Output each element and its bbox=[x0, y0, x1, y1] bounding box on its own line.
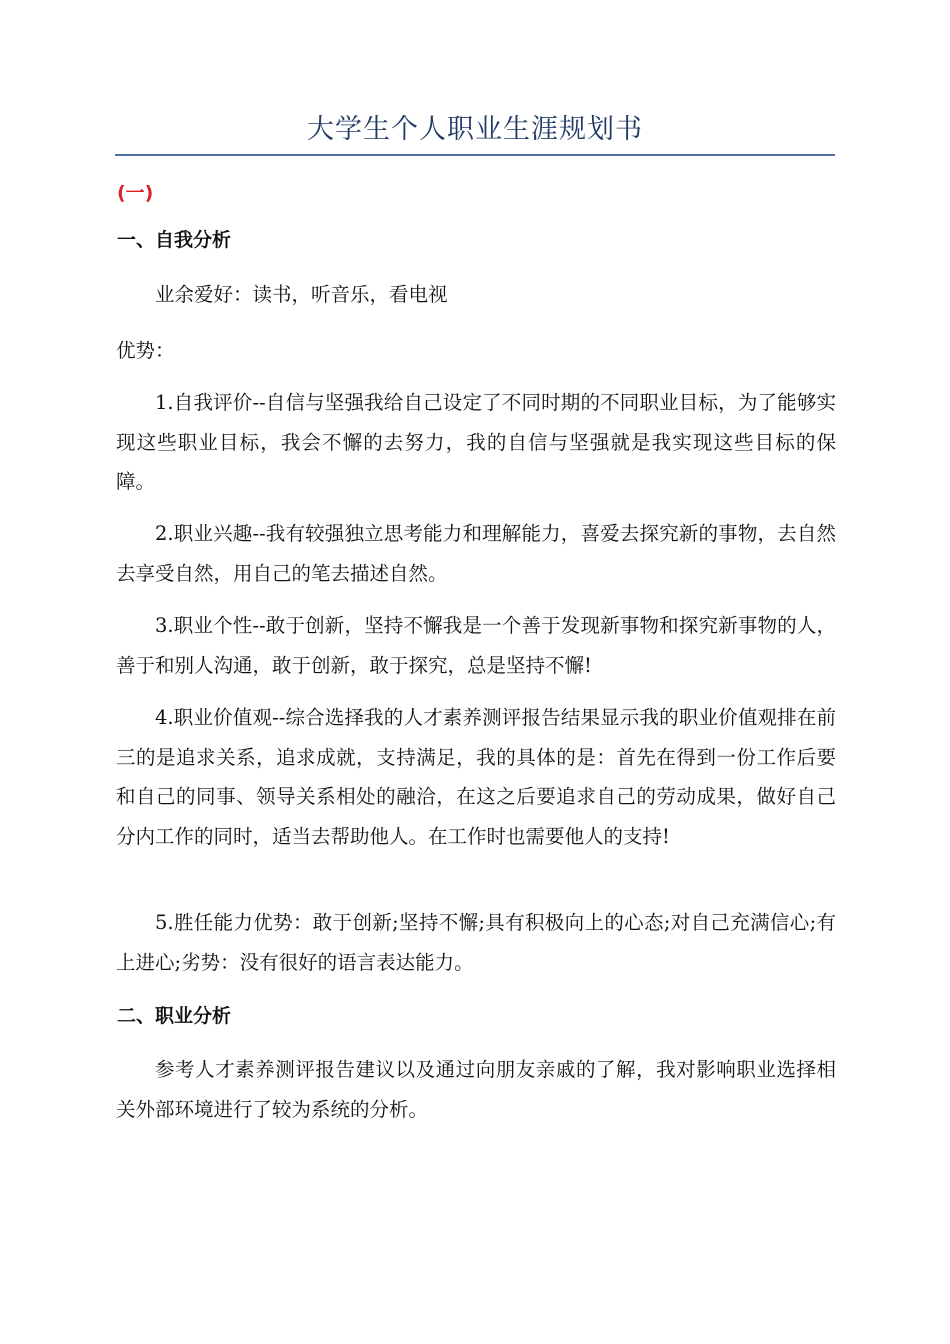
paragraph-career-interest: 2.职业兴趣--我有较强独立思考能力和理解能力，喜爱去探究新的事物，去自然去享受自然，用自己的笔去描述自然。 bbox=[116, 522, 836, 585]
document-title: 大学生个人职业生涯规划书 bbox=[307, 114, 643, 145]
section-heading-career-analysis: 二、职业分析 bbox=[117, 1005, 232, 1027]
paragraph-strengths-label: 优势： bbox=[116, 339, 175, 362]
title-underline bbox=[115, 154, 835, 156]
paragraph-self-evaluation: 1.自我评价--自信与坚强我给自己设定了不同时期的不同职业目标，为了能够实现这些职业目标，我会不懈的去努力，我的自信与坚强就是我实现这些目标的保障。 bbox=[116, 391, 836, 493]
paragraph-career-values: 4.职业价值观--综合选择我的人才素养测评报告结果显示我的职业价值观排在前三的是追求关系，追求成就，支持满足，我的具体的是：首先在得到一份工作后要和自己的同事、领导关系相处的融洽，在这之后要追求自己的劳动成果，做好自己分内工作的同时，适当去帮助他人。在工作时也需要他人的支持! bbox=[116, 706, 836, 848]
paragraph-environment-analysis: 参考人才素养测评报告建议以及通过向朋友亲戚的了解，我对影响职业选择相关外部环境进行了较为系统的分析。 bbox=[116, 1058, 836, 1121]
section-heading-self-analysis: 一、自我分析 bbox=[117, 229, 232, 251]
section-marker: (一) bbox=[117, 182, 154, 204]
paragraph-competency: 5.胜任能力优势：敢于创新;坚持不懈;具有积极向上的心态;对自己充满信心;有上进心;劣势：没有很好的语言表达能力。 bbox=[116, 911, 836, 974]
paragraph-career-personality: 3.职业个性--敢于创新，坚持不懈我是一个善于发现新事物和探究新事物的人，善于和别人沟通，敢于创新，敢于探究，总是坚持不懈! bbox=[116, 614, 836, 677]
paragraph-hobbies: 业余爱好：读书，听音乐，看电视 bbox=[155, 283, 448, 306]
